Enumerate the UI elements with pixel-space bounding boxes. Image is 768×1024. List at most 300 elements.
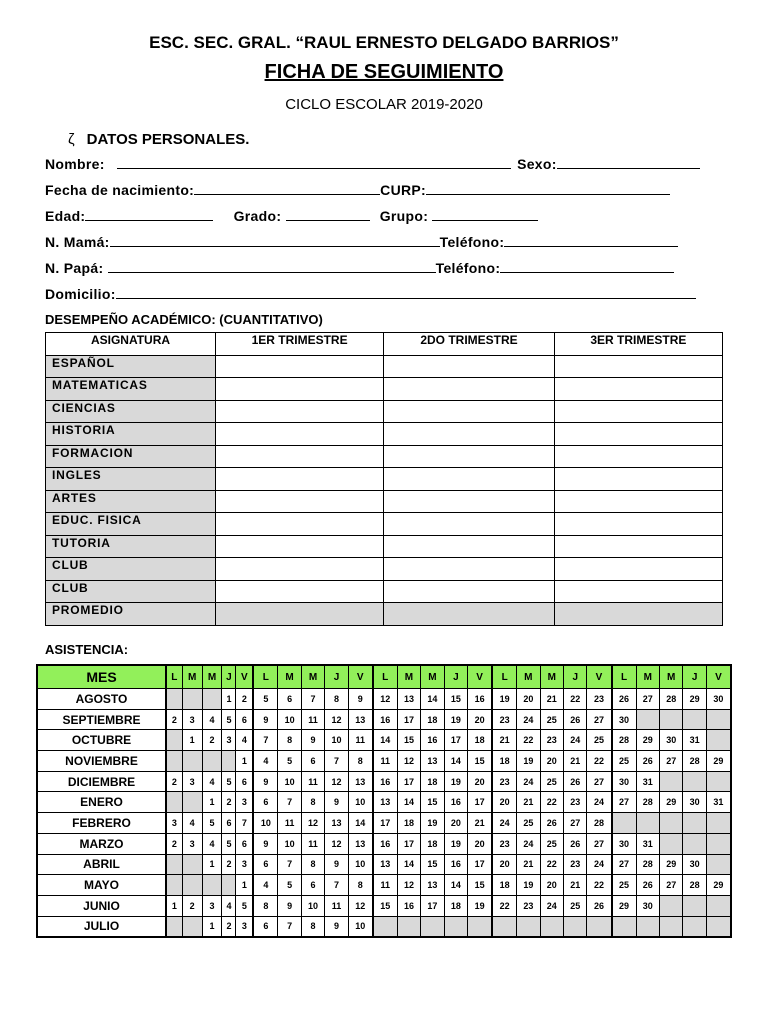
day-cell[interactable]: 30 — [612, 833, 637, 854]
day-cell[interactable]: 16 — [373, 833, 398, 854]
day-cell[interactable]: 13 — [397, 689, 420, 710]
day-cell[interactable]: 18 — [421, 709, 444, 730]
day-cell[interactable]: 24 — [517, 709, 540, 730]
day-cell[interactable]: 16 — [444, 854, 467, 875]
grade-cell[interactable] — [384, 445, 555, 468]
day-cell[interactable]: 12 — [373, 689, 398, 710]
day-cell[interactable]: 24 — [564, 730, 587, 751]
day-cell[interactable]: 24 — [587, 854, 612, 875]
input-telefono-mama[interactable] — [504, 234, 678, 247]
day-cell[interactable]: 13 — [348, 709, 373, 730]
day-cell[interactable] — [182, 792, 202, 813]
day-cell[interactable] — [706, 833, 731, 854]
day-cell[interactable]: 1 — [166, 895, 182, 916]
day-cell[interactable] — [202, 875, 222, 896]
day-cell[interactable]: 10 — [325, 730, 348, 751]
day-cell[interactable]: 19 — [444, 709, 467, 730]
day-cell[interactable]: 6 — [253, 916, 278, 937]
grade-cell[interactable] — [554, 400, 722, 423]
day-cell[interactable]: 15 — [444, 689, 467, 710]
day-cell[interactable] — [612, 916, 637, 937]
day-cell[interactable]: 4 — [182, 813, 202, 834]
day-cell[interactable]: 3 — [222, 730, 236, 751]
day-cell[interactable]: 23 — [492, 833, 517, 854]
grade-cell[interactable] — [216, 445, 384, 468]
day-cell[interactable] — [659, 771, 682, 792]
day-cell[interactable]: 17 — [421, 895, 444, 916]
day-cell[interactable]: 15 — [468, 875, 493, 896]
day-cell[interactable] — [202, 751, 222, 772]
grade-cell[interactable] — [554, 468, 722, 491]
day-cell[interactable]: 20 — [492, 792, 517, 813]
day-cell[interactable]: 25 — [517, 813, 540, 834]
day-cell[interactable] — [182, 854, 202, 875]
day-cell[interactable]: 18 — [421, 771, 444, 792]
grade-cell[interactable] — [216, 513, 384, 536]
grade-cell[interactable] — [216, 535, 384, 558]
day-cell[interactable]: 26 — [636, 751, 659, 772]
day-cell[interactable]: 9 — [253, 833, 278, 854]
day-cell[interactable]: 13 — [421, 875, 444, 896]
day-cell[interactable]: 9 — [325, 792, 348, 813]
day-cell[interactable]: 27 — [636, 689, 659, 710]
day-cell[interactable]: 22 — [540, 792, 563, 813]
day-cell[interactable]: 19 — [517, 875, 540, 896]
day-cell[interactable] — [166, 730, 182, 751]
day-cell[interactable]: 8 — [301, 792, 324, 813]
day-cell[interactable]: 14 — [397, 792, 420, 813]
day-cell[interactable]: 7 — [236, 813, 253, 834]
day-cell[interactable]: 1 — [202, 792, 222, 813]
day-cell[interactable]: 21 — [492, 730, 517, 751]
day-cell[interactable]: 8 — [348, 751, 373, 772]
grade-cell[interactable] — [554, 423, 722, 446]
day-cell[interactable]: 14 — [397, 854, 420, 875]
day-cell[interactable]: 21 — [517, 792, 540, 813]
day-cell[interactable]: 1 — [182, 730, 202, 751]
day-cell[interactable]: 14 — [373, 730, 398, 751]
grade-cell[interactable] — [384, 580, 555, 603]
day-cell[interactable]: 4 — [253, 751, 278, 772]
day-cell[interactable]: 18 — [421, 833, 444, 854]
day-cell[interactable]: 3 — [166, 813, 182, 834]
day-cell[interactable]: 4 — [202, 709, 222, 730]
day-cell[interactable]: 22 — [564, 689, 587, 710]
day-cell[interactable]: 9 — [301, 730, 324, 751]
day-cell[interactable]: 9 — [278, 895, 301, 916]
day-cell[interactable]: 24 — [517, 771, 540, 792]
day-cell[interactable]: 13 — [348, 833, 373, 854]
day-cell[interactable]: 31 — [706, 792, 731, 813]
day-cell[interactable]: 22 — [587, 875, 612, 896]
grade-cell[interactable] — [554, 535, 722, 558]
day-cell[interactable] — [659, 833, 682, 854]
day-cell[interactable]: 26 — [564, 709, 587, 730]
day-cell[interactable]: 23 — [587, 689, 612, 710]
grade-cell[interactable] — [216, 378, 384, 401]
grade-cell[interactable] — [384, 558, 555, 581]
day-cell[interactable]: 5 — [222, 709, 236, 730]
day-cell[interactable]: 20 — [468, 771, 493, 792]
day-cell[interactable]: 4 — [202, 833, 222, 854]
day-cell[interactable]: 21 — [564, 751, 587, 772]
grade-cell[interactable] — [384, 378, 555, 401]
day-cell[interactable]: 24 — [540, 895, 563, 916]
day-cell[interactable]: 19 — [468, 895, 493, 916]
day-cell[interactable] — [166, 751, 182, 772]
day-cell[interactable] — [636, 813, 659, 834]
day-cell[interactable] — [166, 689, 182, 710]
day-cell[interactable]: 23 — [517, 895, 540, 916]
day-cell[interactable]: 20 — [444, 813, 467, 834]
day-cell[interactable]: 30 — [659, 730, 682, 751]
day-cell[interactable]: 29 — [683, 689, 706, 710]
day-cell[interactable]: 11 — [278, 813, 301, 834]
day-cell[interactable]: 13 — [348, 771, 373, 792]
grade-cell[interactable] — [216, 468, 384, 491]
day-cell[interactable]: 1 — [202, 916, 222, 937]
day-cell[interactable]: 26 — [564, 833, 587, 854]
day-cell[interactable]: 18 — [492, 875, 517, 896]
day-cell[interactable] — [182, 875, 202, 896]
grade-cell[interactable] — [384, 423, 555, 446]
day-cell[interactable]: 27 — [587, 709, 612, 730]
day-cell[interactable]: 2 — [166, 709, 182, 730]
day-cell[interactable]: 8 — [301, 916, 324, 937]
day-cell[interactable]: 26 — [587, 895, 612, 916]
day-cell[interactable]: 9 — [325, 854, 348, 875]
day-cell[interactable]: 23 — [564, 792, 587, 813]
day-cell[interactable]: 29 — [612, 895, 637, 916]
day-cell[interactable]: 29 — [706, 751, 731, 772]
day-cell[interactable]: 6 — [253, 792, 278, 813]
day-cell[interactable]: 27 — [612, 854, 637, 875]
day-cell[interactable]: 16 — [468, 689, 493, 710]
day-cell[interactable] — [166, 875, 182, 896]
day-cell[interactable]: 31 — [636, 771, 659, 792]
day-cell[interactable]: 10 — [278, 833, 301, 854]
day-cell[interactable]: 4 — [236, 730, 253, 751]
grade-cell[interactable] — [554, 513, 722, 536]
day-cell[interactable]: 19 — [444, 771, 467, 792]
input-grupo[interactable] — [432, 208, 538, 221]
day-cell[interactable] — [421, 916, 444, 937]
day-cell[interactable]: 14 — [421, 689, 444, 710]
day-cell[interactable]: 3 — [182, 709, 202, 730]
day-cell[interactable]: 10 — [253, 813, 278, 834]
day-cell[interactable]: 18 — [444, 895, 467, 916]
day-cell[interactable]: 31 — [636, 833, 659, 854]
day-cell[interactable]: 2 — [222, 916, 236, 937]
grade-cell[interactable] — [554, 445, 722, 468]
input-grado[interactable] — [286, 208, 370, 221]
day-cell[interactable]: 6 — [236, 709, 253, 730]
day-cell[interactable] — [468, 916, 493, 937]
day-cell[interactable]: 6 — [236, 771, 253, 792]
day-cell[interactable]: 17 — [397, 833, 420, 854]
day-cell[interactable]: 12 — [348, 895, 373, 916]
day-cell[interactable] — [706, 771, 731, 792]
day-cell[interactable] — [540, 916, 563, 937]
day-cell[interactable]: 26 — [540, 813, 563, 834]
day-cell[interactable]: 16 — [444, 792, 467, 813]
day-cell[interactable]: 20 — [540, 875, 563, 896]
input-edad[interactable] — [85, 208, 213, 221]
day-cell[interactable]: 7 — [301, 689, 324, 710]
day-cell[interactable] — [659, 916, 682, 937]
day-cell[interactable] — [444, 916, 467, 937]
day-cell[interactable] — [397, 916, 420, 937]
day-cell[interactable]: 12 — [397, 875, 420, 896]
day-cell[interactable]: 12 — [325, 833, 348, 854]
day-cell[interactable] — [166, 916, 182, 937]
day-cell[interactable] — [659, 709, 682, 730]
day-cell[interactable]: 17 — [397, 709, 420, 730]
day-cell[interactable]: 3 — [182, 833, 202, 854]
day-cell[interactable]: 30 — [612, 709, 637, 730]
day-cell[interactable]: 11 — [373, 751, 398, 772]
day-cell[interactable]: 6 — [253, 854, 278, 875]
day-cell[interactable]: 11 — [325, 895, 348, 916]
grade-cell[interactable] — [554, 490, 722, 513]
day-cell[interactable] — [636, 916, 659, 937]
grade-cell[interactable] — [554, 558, 722, 581]
grade-cell[interactable] — [554, 603, 722, 626]
day-cell[interactable] — [166, 792, 182, 813]
day-cell[interactable]: 7 — [278, 854, 301, 875]
day-cell[interactable]: 15 — [373, 895, 398, 916]
day-cell[interactable] — [659, 895, 682, 916]
day-cell[interactable] — [182, 751, 202, 772]
day-cell[interactable]: 21 — [564, 875, 587, 896]
day-cell[interactable] — [587, 916, 612, 937]
day-cell[interactable] — [683, 771, 706, 792]
day-cell[interactable]: 16 — [421, 730, 444, 751]
day-cell[interactable]: 9 — [348, 689, 373, 710]
day-cell[interactable] — [166, 854, 182, 875]
day-cell[interactable]: 8 — [348, 875, 373, 896]
day-cell[interactable]: 17 — [373, 813, 398, 834]
day-cell[interactable]: 30 — [612, 771, 637, 792]
day-cell[interactable]: 20 — [517, 689, 540, 710]
day-cell[interactable] — [683, 833, 706, 854]
day-cell[interactable] — [706, 895, 731, 916]
day-cell[interactable] — [182, 689, 202, 710]
day-cell[interactable]: 25 — [612, 875, 637, 896]
day-cell[interactable]: 17 — [397, 771, 420, 792]
day-cell[interactable]: 28 — [636, 792, 659, 813]
day-cell[interactable]: 10 — [278, 771, 301, 792]
day-cell[interactable] — [683, 916, 706, 937]
day-cell[interactable]: 7 — [253, 730, 278, 751]
input-domicilio[interactable] — [116, 286, 696, 299]
day-cell[interactable]: 5 — [222, 771, 236, 792]
input-sexo[interactable] — [557, 156, 700, 169]
day-cell[interactable]: 29 — [659, 854, 682, 875]
day-cell[interactable]: 1 — [236, 875, 253, 896]
day-cell[interactable]: 29 — [636, 730, 659, 751]
day-cell[interactable]: 25 — [540, 771, 563, 792]
day-cell[interactable]: 2 — [222, 854, 236, 875]
day-cell[interactable]: 11 — [301, 771, 324, 792]
day-cell[interactable]: 3 — [182, 771, 202, 792]
day-cell[interactable]: 1 — [222, 689, 236, 710]
day-cell[interactable]: 5 — [278, 875, 301, 896]
day-cell[interactable]: 8 — [301, 854, 324, 875]
day-cell[interactable] — [683, 709, 706, 730]
day-cell[interactable]: 28 — [612, 730, 637, 751]
day-cell[interactable]: 2 — [182, 895, 202, 916]
day-cell[interactable]: 7 — [325, 751, 348, 772]
day-cell[interactable] — [683, 895, 706, 916]
day-cell[interactable]: 27 — [659, 875, 682, 896]
day-cell[interactable]: 27 — [659, 751, 682, 772]
day-cell[interactable]: 26 — [564, 771, 587, 792]
day-cell[interactable]: 12 — [325, 709, 348, 730]
day-cell[interactable]: 25 — [564, 895, 587, 916]
day-cell[interactable]: 5 — [253, 689, 278, 710]
day-cell[interactable]: 19 — [492, 689, 517, 710]
day-cell[interactable]: 30 — [636, 895, 659, 916]
day-cell[interactable]: 11 — [301, 709, 324, 730]
day-cell[interactable] — [564, 916, 587, 937]
grade-cell[interactable] — [216, 558, 384, 581]
day-cell[interactable]: 5 — [236, 895, 253, 916]
day-cell[interactable] — [706, 854, 731, 875]
input-telefono-papa[interactable] — [500, 260, 674, 273]
day-cell[interactable]: 3 — [236, 916, 253, 937]
grade-cell[interactable] — [384, 490, 555, 513]
day-cell[interactable]: 4 — [253, 875, 278, 896]
day-cell[interactable]: 24 — [587, 792, 612, 813]
day-cell[interactable]: 14 — [444, 875, 467, 896]
day-cell[interactable] — [706, 730, 731, 751]
day-cell[interactable]: 11 — [373, 875, 398, 896]
day-cell[interactable]: 20 — [492, 854, 517, 875]
day-cell[interactable]: 8 — [278, 730, 301, 751]
input-curp[interactable] — [426, 182, 670, 195]
day-cell[interactable]: 27 — [564, 813, 587, 834]
day-cell[interactable]: 6 — [222, 813, 236, 834]
day-cell[interactable]: 4 — [202, 771, 222, 792]
day-cell[interactable] — [612, 813, 637, 834]
day-cell[interactable]: 23 — [564, 854, 587, 875]
day-cell[interactable]: 6 — [301, 751, 324, 772]
day-cell[interactable]: 2 — [222, 792, 236, 813]
day-cell[interactable]: 13 — [373, 792, 398, 813]
grade-cell[interactable] — [216, 490, 384, 513]
day-cell[interactable]: 26 — [612, 689, 637, 710]
day-cell[interactable]: 6 — [236, 833, 253, 854]
day-cell[interactable]: 18 — [397, 813, 420, 834]
day-cell[interactable]: 23 — [540, 730, 563, 751]
day-cell[interactable] — [659, 813, 682, 834]
day-cell[interactable]: 7 — [278, 792, 301, 813]
day-cell[interactable]: 10 — [278, 709, 301, 730]
day-cell[interactable]: 11 — [348, 730, 373, 751]
day-cell[interactable]: 9 — [325, 916, 348, 937]
day-cell[interactable]: 1 — [236, 751, 253, 772]
day-cell[interactable] — [182, 916, 202, 937]
day-cell[interactable]: 27 — [587, 771, 612, 792]
input-mama[interactable] — [110, 234, 440, 247]
day-cell[interactable] — [706, 709, 731, 730]
day-cell[interactable]: 10 — [348, 916, 373, 937]
day-cell[interactable] — [706, 813, 731, 834]
day-cell[interactable]: 25 — [612, 751, 637, 772]
day-cell[interactable]: 22 — [587, 751, 612, 772]
day-cell[interactable]: 20 — [468, 709, 493, 730]
day-cell[interactable]: 10 — [348, 792, 373, 813]
day-cell[interactable]: 30 — [683, 792, 706, 813]
day-cell[interactable]: 13 — [421, 751, 444, 772]
grade-cell[interactable] — [554, 580, 722, 603]
day-cell[interactable]: 8 — [325, 689, 348, 710]
day-cell[interactable]: 5 — [202, 813, 222, 834]
grade-cell[interactable] — [554, 355, 722, 378]
day-cell[interactable]: 22 — [540, 854, 563, 875]
day-cell[interactable]: 10 — [348, 854, 373, 875]
day-cell[interactable]: 28 — [659, 689, 682, 710]
day-cell[interactable]: 13 — [325, 813, 348, 834]
day-cell[interactable]: 23 — [492, 709, 517, 730]
day-cell[interactable] — [222, 875, 236, 896]
day-cell[interactable]: 22 — [517, 730, 540, 751]
day-cell[interactable]: 17 — [444, 730, 467, 751]
day-cell[interactable]: 28 — [636, 854, 659, 875]
day-cell[interactable]: 31 — [683, 730, 706, 751]
grade-cell[interactable] — [216, 423, 384, 446]
day-cell[interactable]: 9 — [253, 709, 278, 730]
day-cell[interactable]: 29 — [706, 875, 731, 896]
day-cell[interactable]: 28 — [683, 875, 706, 896]
day-cell[interactable] — [373, 916, 398, 937]
day-cell[interactable]: 2 — [202, 730, 222, 751]
day-cell[interactable]: 30 — [706, 689, 731, 710]
day-cell[interactable]: 19 — [444, 833, 467, 854]
day-cell[interactable]: 3 — [236, 854, 253, 875]
day-cell[interactable]: 12 — [397, 751, 420, 772]
day-cell[interactable]: 2 — [236, 689, 253, 710]
day-cell[interactable]: 28 — [587, 813, 612, 834]
day-cell[interactable]: 13 — [373, 854, 398, 875]
day-cell[interactable]: 6 — [301, 875, 324, 896]
day-cell[interactable]: 20 — [540, 751, 563, 772]
grade-cell[interactable] — [554, 378, 722, 401]
day-cell[interactable]: 24 — [517, 833, 540, 854]
day-cell[interactable]: 7 — [325, 875, 348, 896]
grade-cell[interactable] — [384, 400, 555, 423]
day-cell[interactable]: 21 — [540, 689, 563, 710]
day-cell[interactable]: 27 — [587, 833, 612, 854]
grade-cell[interactable] — [216, 355, 384, 378]
day-cell[interactable]: 25 — [540, 709, 563, 730]
day-cell[interactable]: 24 — [492, 813, 517, 834]
grade-cell[interactable] — [384, 603, 555, 626]
grade-cell[interactable] — [384, 355, 555, 378]
day-cell[interactable]: 18 — [492, 751, 517, 772]
input-nombre[interactable] — [117, 156, 511, 169]
grade-cell[interactable] — [384, 535, 555, 558]
day-cell[interactable]: 7 — [278, 916, 301, 937]
day-cell[interactable]: 22 — [492, 895, 517, 916]
day-cell[interactable]: 2 — [166, 771, 182, 792]
day-cell[interactable]: 9 — [253, 771, 278, 792]
day-cell[interactable]: 19 — [517, 751, 540, 772]
day-cell[interactable]: 19 — [421, 813, 444, 834]
day-cell[interactable]: 23 — [492, 771, 517, 792]
grade-cell[interactable] — [216, 603, 384, 626]
